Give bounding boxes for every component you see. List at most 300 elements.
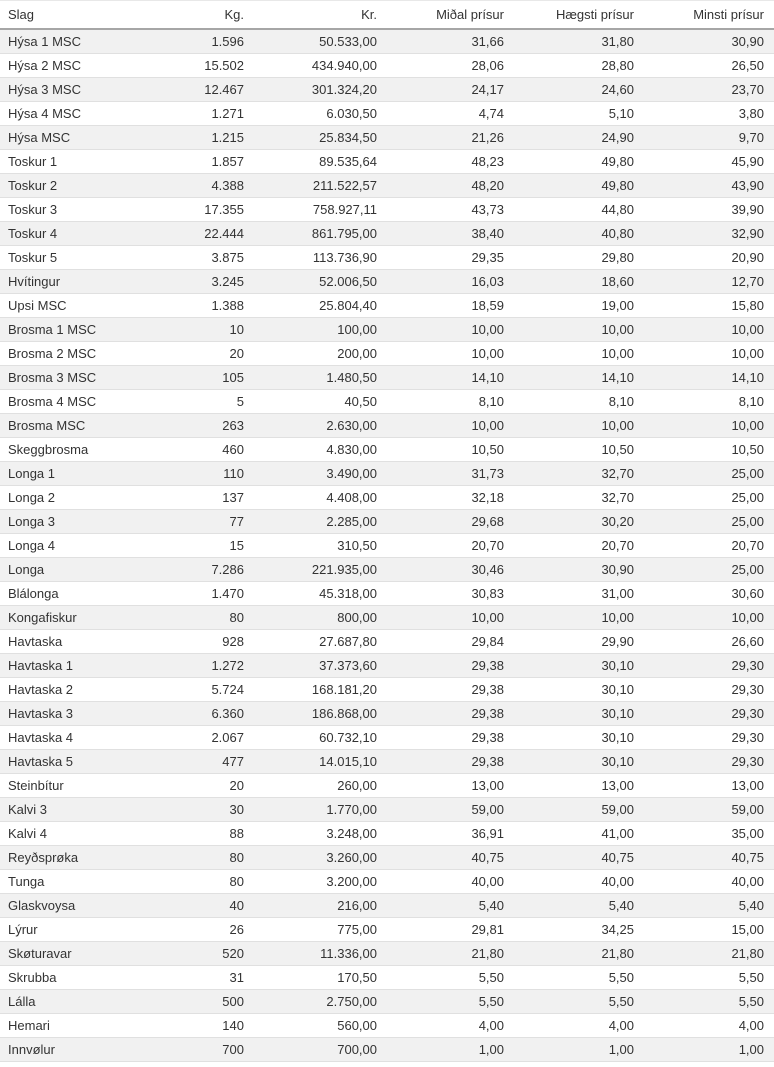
cell-minsti-prisur: 10,00 bbox=[644, 318, 774, 342]
table-row bbox=[0, 150, 774, 174]
cell-haegsti-prisur: 24,90 bbox=[514, 126, 644, 150]
cell-minsti-prisur: 8,10 bbox=[644, 390, 774, 414]
cell-minsti-prisur: 15,80 bbox=[644, 294, 774, 318]
cell-slag: Skrubba bbox=[0, 966, 124, 990]
cell-kr: 758.927,11 bbox=[254, 198, 387, 222]
column-header-kr: Kr. bbox=[254, 1, 387, 30]
cell-kr: 52.006,50 bbox=[254, 270, 387, 294]
cell-midal-prisur: 40,75 bbox=[387, 846, 514, 870]
table-row bbox=[0, 894, 774, 918]
cell-slag: Hýsa 1 MSC bbox=[0, 29, 124, 54]
cell-minsti-prisur: 5,50 bbox=[644, 990, 774, 1014]
cell-slag: Longa bbox=[0, 558, 124, 582]
cell-kr: 301.324,20 bbox=[254, 78, 387, 102]
cell-haegsti-prisur: 30,10 bbox=[514, 678, 644, 702]
table-row bbox=[0, 366, 774, 390]
cell-kr: 89.535,64 bbox=[254, 150, 387, 174]
table-row bbox=[0, 726, 774, 750]
header-row bbox=[0, 1, 774, 30]
cell-kg: 928 bbox=[124, 630, 254, 654]
cell-midal-prisur: 32,18 bbox=[387, 486, 514, 510]
cell-midal-prisur: 29,68 bbox=[387, 510, 514, 534]
table-row bbox=[0, 582, 774, 606]
table-row bbox=[0, 222, 774, 246]
cell-haegsti-prisur: 18,60 bbox=[514, 270, 644, 294]
cell-minsti-prisur: 5,50 bbox=[644, 966, 774, 990]
table-row bbox=[0, 918, 774, 942]
cell-midal-prisur: 29,38 bbox=[387, 726, 514, 750]
table-row bbox=[0, 630, 774, 654]
cell-minsti-prisur: 29,30 bbox=[644, 654, 774, 678]
cell-midal-prisur: 8,10 bbox=[387, 390, 514, 414]
cell-kr: 50.533,00 bbox=[254, 29, 387, 54]
cell-slag: Havtaska 1 bbox=[0, 654, 124, 678]
cell-slag: Brosma 1 MSC bbox=[0, 318, 124, 342]
cell-slag: Hýsa MSC bbox=[0, 126, 124, 150]
cell-kg: 20 bbox=[124, 774, 254, 798]
table-row bbox=[0, 942, 774, 966]
cell-haegsti-prisur: 19,00 bbox=[514, 294, 644, 318]
cell-kr: 3.490,00 bbox=[254, 462, 387, 486]
column-header-midal-prisur: Miðal prísur bbox=[387, 1, 514, 30]
table-row bbox=[0, 342, 774, 366]
table-row bbox=[0, 198, 774, 222]
table-row bbox=[0, 606, 774, 630]
cell-haegsti-prisur: 40,75 bbox=[514, 846, 644, 870]
cell-slag: Toskur 1 bbox=[0, 150, 124, 174]
cell-midal-prisur: 16,03 bbox=[387, 270, 514, 294]
cell-midal-prisur: 59,00 bbox=[387, 798, 514, 822]
cell-slag: Upsi MSC bbox=[0, 294, 124, 318]
cell-slag: Havtaska bbox=[0, 630, 124, 654]
cell-kr: 3.248,00 bbox=[254, 822, 387, 846]
cell-slag: Hemari bbox=[0, 1014, 124, 1038]
cell-haegsti-prisur: 10,50 bbox=[514, 438, 644, 462]
cell-minsti-prisur: 30,90 bbox=[644, 29, 774, 54]
cell-midal-prisur: 13,00 bbox=[387, 774, 514, 798]
cell-slag: Lálla bbox=[0, 990, 124, 1014]
cell-haegsti-prisur: 4,00 bbox=[514, 1014, 644, 1038]
cell-kr: 4.830,00 bbox=[254, 438, 387, 462]
cell-minsti-prisur: 25,00 bbox=[644, 558, 774, 582]
cell-haegsti-prisur: 24,60 bbox=[514, 78, 644, 102]
cell-midal-prisur: 10,00 bbox=[387, 318, 514, 342]
cell-kg: 77 bbox=[124, 510, 254, 534]
cell-minsti-prisur: 29,30 bbox=[644, 678, 774, 702]
cell-haegsti-prisur: 21,80 bbox=[514, 942, 644, 966]
cell-minsti-prisur: 25,00 bbox=[644, 486, 774, 510]
cell-kg: 31 bbox=[124, 966, 254, 990]
table-row bbox=[0, 1014, 774, 1038]
cell-haegsti-prisur: 41,00 bbox=[514, 822, 644, 846]
table-row bbox=[0, 822, 774, 846]
cell-kr: 25.804,40 bbox=[254, 294, 387, 318]
cell-kr: 27.687,80 bbox=[254, 630, 387, 654]
cell-kr: 11.336,00 bbox=[254, 942, 387, 966]
cell-midal-prisur: 20,70 bbox=[387, 534, 514, 558]
cell-kg: 1.271 bbox=[124, 102, 254, 126]
cell-minsti-prisur: 59,00 bbox=[644, 798, 774, 822]
cell-kr: 200,00 bbox=[254, 342, 387, 366]
cell-haegsti-prisur: 10,00 bbox=[514, 342, 644, 366]
cell-haegsti-prisur: 59,00 bbox=[514, 798, 644, 822]
cell-haegsti-prisur: 28,80 bbox=[514, 54, 644, 78]
cell-haegsti-prisur: 40,80 bbox=[514, 222, 644, 246]
cell-slag: Blálonga bbox=[0, 582, 124, 606]
cell-kg: 500 bbox=[124, 990, 254, 1014]
cell-kr: 700,00 bbox=[254, 1038, 387, 1062]
cell-haegsti-prisur: 10,00 bbox=[514, 414, 644, 438]
table-row bbox=[0, 438, 774, 462]
cell-midal-prisur: 21,26 bbox=[387, 126, 514, 150]
cell-kg: 520 bbox=[124, 942, 254, 966]
table-row bbox=[0, 510, 774, 534]
cell-haegsti-prisur: 8,10 bbox=[514, 390, 644, 414]
table-row bbox=[0, 54, 774, 78]
table-row bbox=[0, 462, 774, 486]
table-row bbox=[0, 966, 774, 990]
cell-minsti-prisur: 4,00 bbox=[644, 1014, 774, 1038]
cell-slag: Hýsa 3 MSC bbox=[0, 78, 124, 102]
cell-haegsti-prisur: 10,00 bbox=[514, 606, 644, 630]
cell-kg: 10 bbox=[124, 318, 254, 342]
table-row bbox=[0, 798, 774, 822]
cell-haegsti-prisur: 30,90 bbox=[514, 558, 644, 582]
cell-minsti-prisur: 15,00 bbox=[644, 918, 774, 942]
cell-haegsti-prisur: 49,80 bbox=[514, 174, 644, 198]
cell-kr: 560,00 bbox=[254, 1014, 387, 1038]
table-row bbox=[0, 390, 774, 414]
cell-kg: 40 bbox=[124, 894, 254, 918]
cell-kg: 20 bbox=[124, 342, 254, 366]
cell-kr: 775,00 bbox=[254, 918, 387, 942]
cell-kg: 263 bbox=[124, 414, 254, 438]
cell-midal-prisur: 38,40 bbox=[387, 222, 514, 246]
cell-minsti-prisur: 30,60 bbox=[644, 582, 774, 606]
cell-haegsti-prisur: 29,90 bbox=[514, 630, 644, 654]
cell-midal-prisur: 29,84 bbox=[387, 630, 514, 654]
cell-slag: Kongafiskur bbox=[0, 606, 124, 630]
table-row bbox=[0, 702, 774, 726]
cell-midal-prisur: 43,73 bbox=[387, 198, 514, 222]
cell-kg: 105 bbox=[124, 366, 254, 390]
cell-slag: Havtaska 3 bbox=[0, 702, 124, 726]
cell-kg: 3.875 bbox=[124, 246, 254, 270]
cell-kr: 170,50 bbox=[254, 966, 387, 990]
cell-kg: 140 bbox=[124, 1014, 254, 1038]
cell-slag: Tunga bbox=[0, 870, 124, 894]
cell-haegsti-prisur: 30,10 bbox=[514, 654, 644, 678]
cell-haegsti-prisur: 44,80 bbox=[514, 198, 644, 222]
cell-haegsti-prisur: 40,00 bbox=[514, 870, 644, 894]
cell-haegsti-prisur: 5,50 bbox=[514, 990, 644, 1014]
cell-haegsti-prisur: 30,10 bbox=[514, 726, 644, 750]
cell-kr: 221.935,00 bbox=[254, 558, 387, 582]
cell-kg: 1.215 bbox=[124, 126, 254, 150]
cell-minsti-prisur: 14,10 bbox=[644, 366, 774, 390]
cell-kr: 2.285,00 bbox=[254, 510, 387, 534]
cell-minsti-prisur: 43,90 bbox=[644, 174, 774, 198]
table-row bbox=[0, 654, 774, 678]
cell-minsti-prisur: 9,70 bbox=[644, 126, 774, 150]
column-header-slag: Slag bbox=[0, 1, 124, 30]
cell-kg: 88 bbox=[124, 822, 254, 846]
cell-haegsti-prisur: 1,00 bbox=[514, 1038, 644, 1062]
cell-kg: 80 bbox=[124, 606, 254, 630]
cell-kg: 700 bbox=[124, 1038, 254, 1062]
cell-slag: Kalvi 4 bbox=[0, 822, 124, 846]
cell-haegsti-prisur: 32,70 bbox=[514, 462, 644, 486]
cell-midal-prisur: 5,40 bbox=[387, 894, 514, 918]
table-row bbox=[0, 870, 774, 894]
cell-slag: Kalvi 3 bbox=[0, 798, 124, 822]
cell-slag: Skeggbrosma bbox=[0, 438, 124, 462]
cell-kg: 1.272 bbox=[124, 654, 254, 678]
cell-slag: Brosma 2 MSC bbox=[0, 342, 124, 366]
table-row bbox=[0, 534, 774, 558]
cell-kr: 186.868,00 bbox=[254, 702, 387, 726]
table-row bbox=[0, 846, 774, 870]
cell-slag: Brosma 3 MSC bbox=[0, 366, 124, 390]
cell-minsti-prisur: 29,30 bbox=[644, 726, 774, 750]
cell-midal-prisur: 10,00 bbox=[387, 414, 514, 438]
cell-minsti-prisur: 40,75 bbox=[644, 846, 774, 870]
cell-haegsti-prisur: 5,40 bbox=[514, 894, 644, 918]
cell-minsti-prisur: 26,60 bbox=[644, 630, 774, 654]
cell-slag: Longa 3 bbox=[0, 510, 124, 534]
cell-kg: 17.355 bbox=[124, 198, 254, 222]
cell-minsti-prisur: 12,70 bbox=[644, 270, 774, 294]
cell-slag: Toskur 2 bbox=[0, 174, 124, 198]
cell-slag: Hýsa 4 MSC bbox=[0, 102, 124, 126]
table-row bbox=[0, 294, 774, 318]
column-header-kg: Kg. bbox=[124, 1, 254, 30]
table-row bbox=[0, 486, 774, 510]
cell-midal-prisur: 14,10 bbox=[387, 366, 514, 390]
cell-kr: 14.015,10 bbox=[254, 750, 387, 774]
cell-haegsti-prisur: 49,80 bbox=[514, 150, 644, 174]
cell-kg: 15 bbox=[124, 534, 254, 558]
table-body bbox=[0, 29, 774, 1062]
cell-kr: 2.630,00 bbox=[254, 414, 387, 438]
cell-haegsti-prisur: 13,00 bbox=[514, 774, 644, 798]
table-row bbox=[0, 678, 774, 702]
cell-slag: Lýrur bbox=[0, 918, 124, 942]
table-row bbox=[0, 78, 774, 102]
cell-kr: 1.770,00 bbox=[254, 798, 387, 822]
cell-minsti-prisur: 21,80 bbox=[644, 942, 774, 966]
cell-minsti-prisur: 40,00 bbox=[644, 870, 774, 894]
cell-midal-prisur: 5,50 bbox=[387, 966, 514, 990]
cell-midal-prisur: 29,81 bbox=[387, 918, 514, 942]
cell-minsti-prisur: 23,70 bbox=[644, 78, 774, 102]
cell-midal-prisur: 1,00 bbox=[387, 1038, 514, 1062]
cell-midal-prisur: 10,00 bbox=[387, 342, 514, 366]
cell-minsti-prisur: 10,00 bbox=[644, 414, 774, 438]
cell-kr: 37.373,60 bbox=[254, 654, 387, 678]
cell-midal-prisur: 29,38 bbox=[387, 654, 514, 678]
cell-kg: 460 bbox=[124, 438, 254, 462]
cell-minsti-prisur: 10,50 bbox=[644, 438, 774, 462]
table-row bbox=[0, 1038, 774, 1062]
cell-slag: Brosma MSC bbox=[0, 414, 124, 438]
cell-kg: 137 bbox=[124, 486, 254, 510]
cell-haegsti-prisur: 32,70 bbox=[514, 486, 644, 510]
cell-midal-prisur: 18,59 bbox=[387, 294, 514, 318]
cell-kr: 3.260,00 bbox=[254, 846, 387, 870]
cell-kg: 26 bbox=[124, 918, 254, 942]
cell-slag: Toskur 4 bbox=[0, 222, 124, 246]
cell-kg: 1.596 bbox=[124, 29, 254, 54]
cell-minsti-prisur: 35,00 bbox=[644, 822, 774, 846]
table-row bbox=[0, 270, 774, 294]
cell-kr: 25.834,50 bbox=[254, 126, 387, 150]
cell-haegsti-prisur: 30,20 bbox=[514, 510, 644, 534]
cell-midal-prisur: 29,38 bbox=[387, 702, 514, 726]
cell-haegsti-prisur: 31,80 bbox=[514, 29, 644, 54]
cell-kg: 4.388 bbox=[124, 174, 254, 198]
cell-midal-prisur: 30,83 bbox=[387, 582, 514, 606]
cell-midal-prisur: 24,17 bbox=[387, 78, 514, 102]
cell-midal-prisur: 10,50 bbox=[387, 438, 514, 462]
cell-minsti-prisur: 5,40 bbox=[644, 894, 774, 918]
cell-kr: 60.732,10 bbox=[254, 726, 387, 750]
cell-midal-prisur: 30,46 bbox=[387, 558, 514, 582]
cell-kg: 3.245 bbox=[124, 270, 254, 294]
cell-kg: 5.724 bbox=[124, 678, 254, 702]
cell-minsti-prisur: 32,90 bbox=[644, 222, 774, 246]
table-row bbox=[0, 414, 774, 438]
cell-minsti-prisur: 25,00 bbox=[644, 510, 774, 534]
table-row bbox=[0, 774, 774, 798]
cell-haegsti-prisur: 30,10 bbox=[514, 702, 644, 726]
cell-slag: Toskur 3 bbox=[0, 198, 124, 222]
cell-kr: 211.522,57 bbox=[254, 174, 387, 198]
cell-kg: 477 bbox=[124, 750, 254, 774]
table-header bbox=[0, 1, 774, 30]
table-row bbox=[0, 558, 774, 582]
cell-kr: 100,00 bbox=[254, 318, 387, 342]
cell-haegsti-prisur: 31,00 bbox=[514, 582, 644, 606]
cell-minsti-prisur: 1,00 bbox=[644, 1038, 774, 1062]
cell-slag: Longa 1 bbox=[0, 462, 124, 486]
cell-kg: 1.857 bbox=[124, 150, 254, 174]
cell-midal-prisur: 29,35 bbox=[387, 246, 514, 270]
cell-kr: 800,00 bbox=[254, 606, 387, 630]
table-row bbox=[0, 29, 774, 54]
cell-midal-prisur: 4,00 bbox=[387, 1014, 514, 1038]
cell-kg: 30 bbox=[124, 798, 254, 822]
cell-midal-prisur: 5,50 bbox=[387, 990, 514, 1014]
cell-kg: 80 bbox=[124, 846, 254, 870]
cell-midal-prisur: 48,20 bbox=[387, 174, 514, 198]
table-row bbox=[0, 102, 774, 126]
cell-minsti-prisur: 3,80 bbox=[644, 102, 774, 126]
cell-midal-prisur: 36,91 bbox=[387, 822, 514, 846]
cell-kg: 15.502 bbox=[124, 54, 254, 78]
cell-haegsti-prisur: 5,50 bbox=[514, 966, 644, 990]
cell-midal-prisur: 48,23 bbox=[387, 150, 514, 174]
cell-slag: Havtaska 4 bbox=[0, 726, 124, 750]
cell-haegsti-prisur: 30,10 bbox=[514, 750, 644, 774]
cell-midal-prisur: 21,80 bbox=[387, 942, 514, 966]
cell-minsti-prisur: 20,70 bbox=[644, 534, 774, 558]
cell-kr: 1.480,50 bbox=[254, 366, 387, 390]
cell-kg: 5 bbox=[124, 390, 254, 414]
table-row bbox=[0, 174, 774, 198]
cell-kr: 861.795,00 bbox=[254, 222, 387, 246]
cell-slag: Reyðsprøka bbox=[0, 846, 124, 870]
table-row bbox=[0, 318, 774, 342]
cell-kr: 2.750,00 bbox=[254, 990, 387, 1014]
cell-kg: 2.067 bbox=[124, 726, 254, 750]
cell-slag: Brosma 4 MSC bbox=[0, 390, 124, 414]
cell-kg: 22.444 bbox=[124, 222, 254, 246]
column-header-minsti-prisur: Minsti prísur bbox=[644, 1, 774, 30]
cell-slag: Longa 4 bbox=[0, 534, 124, 558]
cell-minsti-prisur: 10,00 bbox=[644, 342, 774, 366]
cell-haegsti-prisur: 10,00 bbox=[514, 318, 644, 342]
cell-minsti-prisur: 39,90 bbox=[644, 198, 774, 222]
cell-kr: 434.940,00 bbox=[254, 54, 387, 78]
cell-midal-prisur: 28,06 bbox=[387, 54, 514, 78]
cell-slag: Glaskvoysa bbox=[0, 894, 124, 918]
cell-slag: Havtaska 5 bbox=[0, 750, 124, 774]
cell-minsti-prisur: 29,30 bbox=[644, 750, 774, 774]
cell-haegsti-prisur: 34,25 bbox=[514, 918, 644, 942]
cell-kr: 310,50 bbox=[254, 534, 387, 558]
cell-minsti-prisur: 45,90 bbox=[644, 150, 774, 174]
cell-slag: Skøturavar bbox=[0, 942, 124, 966]
cell-kr: 260,00 bbox=[254, 774, 387, 798]
column-header-haegsti-prisur: Hægsti prísur bbox=[514, 1, 644, 30]
cell-midal-prisur: 29,38 bbox=[387, 750, 514, 774]
cell-slag: Steinbítur bbox=[0, 774, 124, 798]
cell-haegsti-prisur: 20,70 bbox=[514, 534, 644, 558]
table-row bbox=[0, 246, 774, 270]
table-row bbox=[0, 126, 774, 150]
cell-midal-prisur: 29,38 bbox=[387, 678, 514, 702]
cell-slag: Havtaska 2 bbox=[0, 678, 124, 702]
cell-minsti-prisur: 10,00 bbox=[644, 606, 774, 630]
cell-minsti-prisur: 20,90 bbox=[644, 246, 774, 270]
cell-kg: 110 bbox=[124, 462, 254, 486]
cell-minsti-prisur: 13,00 bbox=[644, 774, 774, 798]
cell-slag: Longa 2 bbox=[0, 486, 124, 510]
cell-kg: 7.286 bbox=[124, 558, 254, 582]
cell-minsti-prisur: 26,50 bbox=[644, 54, 774, 78]
cell-kr: 113.736,90 bbox=[254, 246, 387, 270]
cell-kg: 12.467 bbox=[124, 78, 254, 102]
cell-haegsti-prisur: 29,80 bbox=[514, 246, 644, 270]
cell-minsti-prisur: 25,00 bbox=[644, 462, 774, 486]
cell-kr: 40,50 bbox=[254, 390, 387, 414]
cell-midal-prisur: 40,00 bbox=[387, 870, 514, 894]
cell-kr: 4.408,00 bbox=[254, 486, 387, 510]
cell-kr: 168.181,20 bbox=[254, 678, 387, 702]
cell-midal-prisur: 10,00 bbox=[387, 606, 514, 630]
cell-kg: 80 bbox=[124, 870, 254, 894]
cell-slag: Hýsa 2 MSC bbox=[0, 54, 124, 78]
cell-minsti-prisur: 29,30 bbox=[644, 702, 774, 726]
cell-haegsti-prisur: 5,10 bbox=[514, 102, 644, 126]
cell-kg: 1.470 bbox=[124, 582, 254, 606]
cell-haegsti-prisur: 14,10 bbox=[514, 366, 644, 390]
cell-slag: Toskur 5 bbox=[0, 246, 124, 270]
cell-kr: 216,00 bbox=[254, 894, 387, 918]
cell-midal-prisur: 31,73 bbox=[387, 462, 514, 486]
cell-kr: 3.200,00 bbox=[254, 870, 387, 894]
